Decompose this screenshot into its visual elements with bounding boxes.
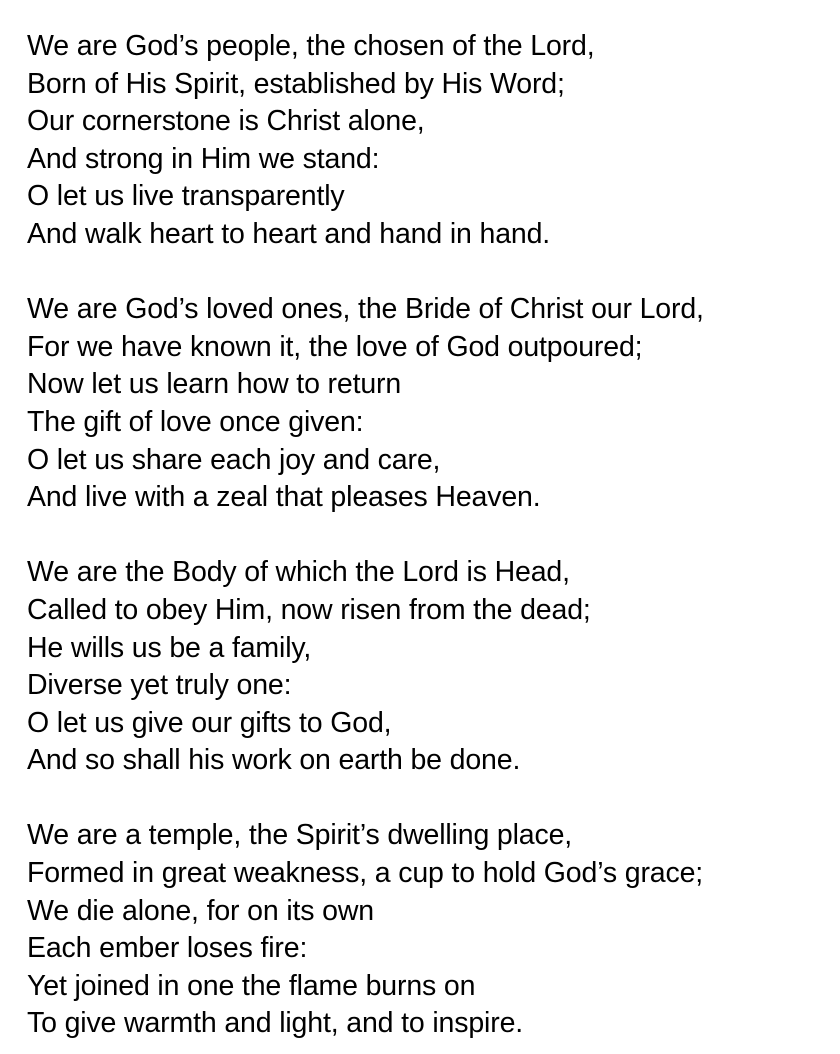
verse-line: Diverse yet truly one: (27, 669, 292, 702)
verse-line: We are God’s people, the chosen of the Lord, (27, 30, 595, 62)
hymn-lyrics (27, 28, 827, 1043)
verse-line: Now let us learn how to return (27, 368, 402, 401)
verse-line: Called to obey Him, now risen from the dead; (27, 593, 591, 626)
verse-line: To give warmth and light, and to inspire. (27, 1007, 524, 1040)
verse-2 (27, 291, 827, 517)
verse-line: We are the Body of which the Lord is Head, (27, 556, 570, 589)
verse-line: O let us live transparently (27, 180, 345, 213)
verse-line: Formed in great weakness, a cup to hold God’s grace; (27, 857, 704, 890)
verse-line: O let us share each joy and care, (27, 443, 441, 476)
verse-3 (27, 554, 827, 780)
verse-line: The gift of love once given: (27, 405, 364, 438)
verse-line: For we have known it, the love of God outpoured; (27, 330, 643, 363)
verse-line: Yet joined in one the flame burns on (27, 969, 476, 1002)
verse-line: And live with a zeal that pleases Heaven. (27, 481, 541, 514)
verse-line: And walk heart to heart and hand in hand. (27, 217, 551, 250)
verse-line: And so shall his work on earth be done. (27, 744, 521, 777)
verse-1 (27, 28, 827, 254)
verse-line: Each ember loses fire: (27, 932, 308, 965)
verse-line: O let us give our gifts to God, (27, 706, 392, 739)
verse-4 (27, 817, 827, 1043)
verse-line: Our cornerstone is Christ alone, (27, 105, 425, 138)
verse-line: We die alone, for on its own (27, 894, 374, 927)
verse-line: He wills us be a family, (27, 631, 312, 664)
verse-line: Born of His Spirit, established by His Word; (27, 67, 565, 100)
verse-line: We are God’s loved ones, the Bride of Christ our Lord, (27, 293, 704, 326)
verse-line: And strong in Him we stand: (27, 142, 380, 175)
verse-line: We are a temple, the Spirit’s dwelling place, (27, 819, 573, 852)
